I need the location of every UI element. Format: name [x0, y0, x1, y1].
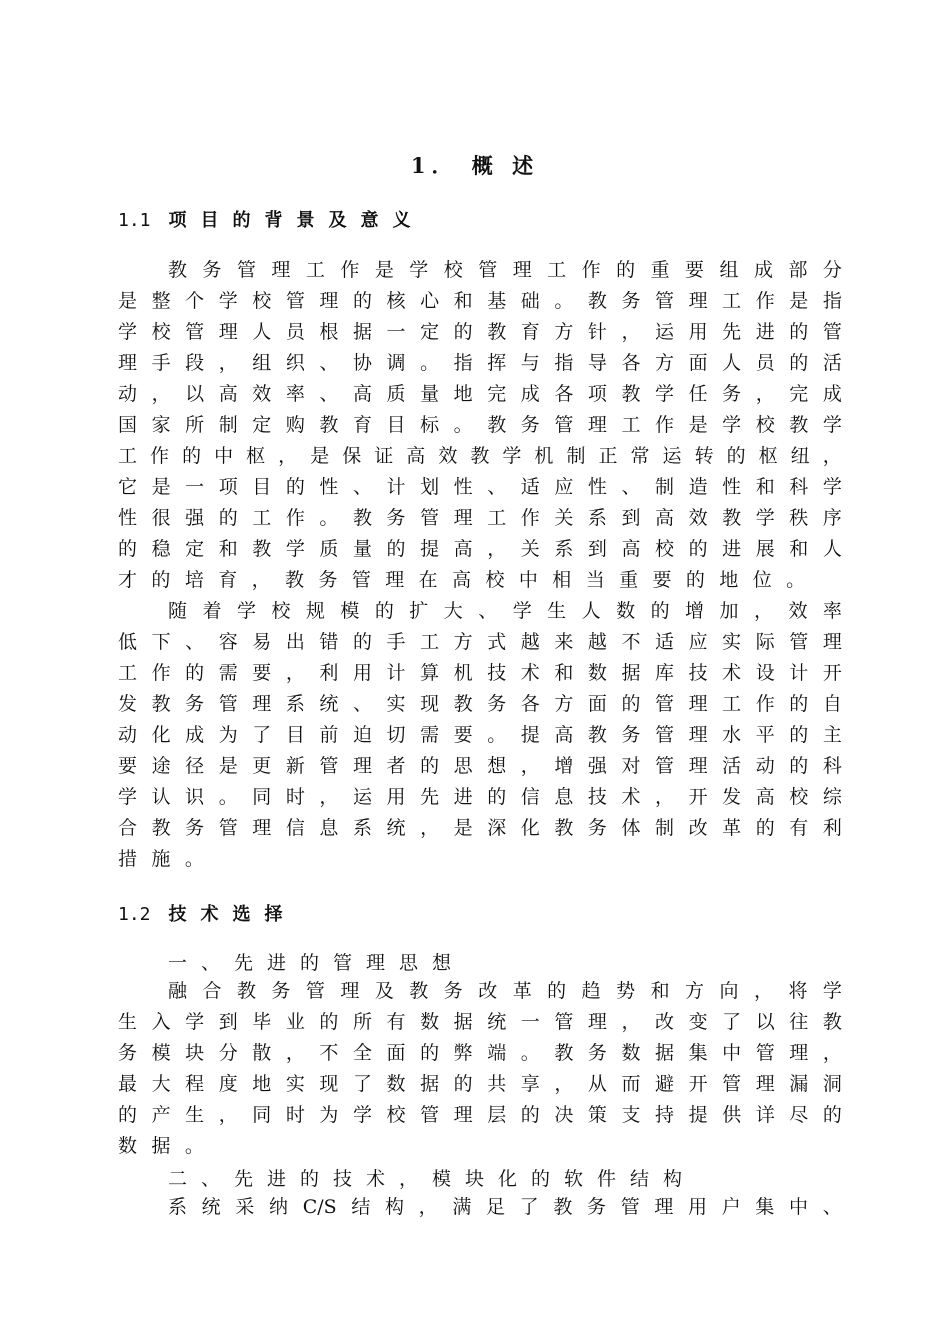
paragraph-line: 系 统 采 纳 C/S 结 构 ， 满 足 了 教 务 管 理 用 户 集 中 、	[168, 1196, 842, 1218]
paragraph-line: 理 手 段 ， 组 织 、 协 调 。 指 挥 与 指 导 各 方 面 人 员 的 活	[118, 352, 842, 374]
paragraph-line: 数 据 。	[118, 1135, 204, 1157]
paragraph-line: 动 化 成 为 了 目 前 迫 切 需 要 。 提 高 教 务 管 理 水 平 的 主	[118, 724, 842, 746]
paragraph-line: 工 作 的 中 枢 ， 是 保 证 高 效 教 学 机 制 正 常 运 转 的 枢 纽 ，	[118, 445, 842, 467]
paragraph-technology	[118, 1192, 842, 1223]
paragraph-background-2	[118, 596, 842, 875]
paragraph-line: 合 教 务 管 理 信 息 系 统 ， 是 深 化 教 务 体 制 改 革 的 有 利	[118, 817, 842, 839]
section-heading-1-1	[118, 206, 425, 232]
paragraph-line: 是 整 个 学 校 管 理 的 核 心 和 基 础 。 教 务 管 理 工 作 是 指	[118, 290, 842, 312]
paragraph-line: 学 认 识 。 同 时 ， 运 用 先 进 的 信 息 技 术 ， 开 发 高 校 综	[118, 786, 842, 808]
section-heading-1-2	[118, 900, 297, 926]
paragraph-line: 工 作 的 需 要 ， 利 用 计 算 机 技 术 和 数 据 库 技 术 设 计 开	[118, 662, 842, 684]
section-number: 1.1	[118, 210, 151, 231]
paragraph-line: 的 产 生 ， 同 时 为 学 校 管 理 层 的 决 策 支 持 提 供 详 尽 的	[118, 1104, 842, 1126]
paragraph-line: 动 ， 以 高 效 率 、 高 质 量 地 完 成 各 项 教 学 任 务 ， 完 成	[118, 383, 842, 405]
paragraph-line: 才 的 培 育 ， 教 务 管 理 在 高 校 中 相 当 重 要 的 地 位 。	[118, 569, 806, 591]
paragraph-line: 最 大 程 度 地 实 现 了 数 据 的 共 享 ， 从 而 避 开 管 理 漏 洞	[118, 1073, 842, 1095]
paragraph-line: 发 教 务 管 理 系 统 、 实 现 教 务 各 方 面 的 管 理 工 作 的 自	[118, 693, 842, 715]
paragraph-line: 融 合 教 务 管 理 及 教 务 改 革 的 趋 势 和 方 向 ， 将 学	[168, 980, 842, 1002]
paragraph-line: 的 稳 定 和 教 学 质 量 的 提 高 ， 关 系 到 高 校 的 进 展 和 人	[118, 538, 842, 560]
paragraph-management-idea	[118, 976, 842, 1162]
paragraph-line: 要 途 径 是 更 新 管 理 者 的 思 想 ， 增 强 对 管 理 活 动 的 科	[118, 755, 842, 777]
paragraph-line: 随 着 学 校 规 模 的 扩 大 、 学 生 人 数 的 增 加 ， 效 率	[168, 600, 842, 622]
section-title: 项目的背景及意义	[168, 210, 425, 231]
section-title: 技术选择	[168, 904, 297, 925]
paragraph-line: 性 很 强 的 工 作 。 教 务 管 理 工 作 关 系 到 高 效 教 学 秩 序	[118, 507, 842, 529]
paragraph-line: 生 入 学 到 毕 业 的 所 有 数 据 统 一 管 理 ， 改 变 了 以 往 教	[118, 1011, 842, 1033]
subheading-technology: 二、先进的技术，模块化的软件结构	[168, 1168, 697, 1190]
paragraph-line: 低 下 、 容 易 出 错 的 手 工 方 式 越 来 越 不 适 应 实 际 管 理	[118, 631, 842, 653]
paragraph-line: 学 校 管 理 人 员 根 据 一 定 的 教 育 方 针 ， 运 用 先 进 的 管	[118, 321, 842, 343]
section-number: 1.2	[118, 904, 151, 925]
paragraph-line: 国 家 所 制 定 购 教 育 目 标 。 教 务 管 理 工 作 是 学 校 教 学	[118, 414, 842, 436]
paragraph-line: 务 模 块 分 散 ， 不 全 面 的 弊 端 。 教 务 数 据 集 中 管 理 ，	[118, 1042, 842, 1064]
paragraph-line: 它 是 一 项 目 的 性 、 计 划 性 、 适 应 性 、 制 造 性 和 科 学	[118, 476, 842, 498]
paragraph-line: 措 施 。	[118, 848, 204, 870]
subheading-management-idea: 一、先进的管理思想	[168, 952, 466, 974]
chapter-title: 1． 概 述	[410, 153, 540, 178]
paragraph-background-1	[118, 255, 842, 596]
paragraph-line: 教 务 管 理 工 作 是 学 校 管 理 工 作 的 重 要 组 成 部 分	[168, 259, 842, 281]
